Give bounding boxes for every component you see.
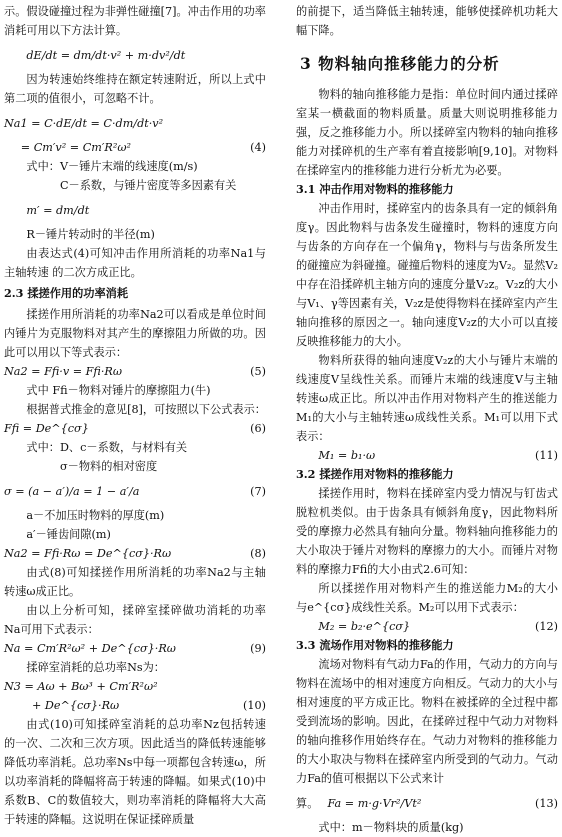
equation-text: Na2 = Ffi·Rω = De^{cσ}·Rω — [4, 547, 172, 560]
section-heading: 3.3 流场作用对物料的推移能力 — [296, 638, 454, 652]
paragraph: a′－锤齿间隙(m) — [26, 528, 111, 541]
equation-number: (9) — [250, 642, 266, 655]
equation-line — [296, 794, 421, 813]
equation-number: (8) — [250, 547, 266, 560]
paragraph: 物料的轴向推移能力是指：单位时间内通过揉碎室某一横截面的物料质量。质量大则说明推移能力强，反之推移能力小。所以揉碎室内物料的轴向推移能力对揉碎机的生产率有着直接影响[9,10]。对物料在揉碎室内的推移能力进行分析尤为必要。 — [296, 88, 558, 177]
paragraph: 物料所获得的轴向速度V₂z的大小与锤片末端的线速度V呈线性关系。而锤片末端的线速度V与主轴转速ω成正比。所以冲击作用对物料产生的推送能力M₁的大小与主轴转速ω成线性关系。M₁可以用下式表示： — [296, 354, 558, 443]
paragraph: 由以上分析可知，揉碎室揉碎做功消耗的功率Na可用下式表示： — [4, 604, 266, 636]
equation-text: dE/dt = dm/dt·v² + m·dv²/dt — [26, 48, 186, 62]
equation-text: M₁ = b₁·ω — [318, 449, 376, 462]
equation-number: (10) — [243, 699, 266, 712]
left-column — [4, 2, 266, 829]
equation-text: N3 = Aω + Bω³ + Cm′R²ω² — [4, 680, 158, 693]
paragraph: 因为转速始终维持在额定转速附近，所以上式中第二项的值很小，可忽略不计。 — [4, 73, 266, 105]
equation-number: (13) — [535, 796, 558, 810]
equation-m — [4, 195, 266, 225]
paragraph: 式中：m－物料块的质量(kg) — [318, 821, 464, 834]
equation-text: Na1 = C·dE/dt = C·dm/dt·v² — [4, 116, 164, 130]
paragraph: 根据普式推金的意见[8]，可按照以下公式表示： — [26, 403, 266, 416]
equation-number: (6) — [250, 422, 266, 435]
equation-number: (7) — [250, 484, 266, 498]
equation-12 — [296, 617, 558, 636]
equation-number: (4) — [250, 141, 266, 154]
equation-6 — [4, 419, 266, 438]
paragraph: a－不加压时物料的厚度(m) — [26, 509, 165, 522]
section-heading: 3.2 揉搓作用对物料的推移能力 — [296, 467, 454, 481]
paragraph: 示。假设碰撞过程为非弹性碰撞[7]。冲击作用的功率消耗可用以下方法计算。 — [4, 5, 266, 37]
equation-text: Na = Cm′R²ω² + De^{cσ}·Rω — [4, 642, 176, 655]
equation-text: + De^{cσ}·Rω — [32, 699, 120, 712]
paragraph: 揉搓作用时，物料在揉碎室内受力情况与钉齿式脱粒机类似。由于齿条具有倾斜角度γ，因此物料所受的摩擦力必然具有轴向分量。物料轴向推移能力的大小取决于锤片对物料的摩擦力的大小。而锤片对物料的摩擦力Ffi的大小由式2.6可知： — [296, 487, 558, 576]
paragraph: 揉搓作用所消耗的功率Na2可以看成是单位时间内锤片为克服物料对其产生的摩擦阻力所做的功。因此可以用以下等式表示： — [4, 308, 266, 359]
equation-9 — [4, 639, 266, 658]
equation-prefix: 算。 — [296, 796, 319, 810]
equation-text: σ = (a − a′)/a = 1 − a′/a — [4, 484, 140, 498]
equation-10b — [4, 696, 266, 715]
equation-text: Ffi = De^{cσ} — [4, 422, 89, 435]
right-column — [296, 2, 558, 837]
paragraph: C－系数，与锤片密度等多因素有关 — [60, 179, 237, 192]
equation-5 — [4, 362, 266, 381]
paragraph: 式中 Ffi－物料对锤片的摩擦阻力(牛) — [26, 384, 211, 397]
equation-text: Fa = m·g·Vr²/Vt² — [327, 796, 422, 810]
equation-text: Na2 = Ffi·v = Ffi·Rω — [4, 365, 122, 378]
paragraph: 式中：D、c－系数，与材料有关 — [26, 441, 188, 454]
equation-number: (5) — [250, 365, 266, 378]
equation-number: (11) — [535, 449, 558, 462]
paragraph: 冲击作用时，揉碎室内的齿条具有一定的倾斜角度γ。因此物料与齿条发生碰撞时，物料的速度方向与齿条的方向存在一个偏角γ，物料与与齿条所发生的碰撞应为斜碰撞。碰撞后物料的速度为V₂。显然V₂中存在沿揉碎机主轴方向的速度分量V₂z。V₂z的大小与V₁、γ等因素有关，V₂z是使得物料在揉碎室内产生轴向推移的原因之一。轴向速度V₂z的大小可以直接反映推移能力的大小。 — [296, 202, 558, 348]
section-heading: 2.3 揉搓作用的功率消耗 — [4, 286, 129, 300]
section-heading: 3.1 冲击作用对物料的推移能力 — [296, 182, 454, 196]
equation-8 — [4, 544, 266, 563]
paragraph: 流场对物料有气动力Fa的作用，气动力的方向与物料在流场中的相对速度方向相反。气动力的大小与相对速度的平方成正比。物料在被揉碎的全过程中都受到流场的影响。因此，在揉碎过程中气动力对物料的轴向推移作用始终存在。气动力对物料的推移能力的大小取决与物料在揉碎室内所受到的气动力。气动力Fa的值可根据以下公式来计 — [296, 658, 558, 785]
equation-text: = Cm′v² = Cm′R²ω² — [20, 141, 131, 154]
equation-13 — [296, 788, 558, 818]
equation-4b — [4, 138, 266, 157]
equation-3 — [4, 40, 266, 70]
chapter-heading: 3 物料轴向推移能力的分析 — [300, 54, 500, 73]
equation-text: m′ = dm/dt — [26, 203, 90, 217]
equation-7 — [4, 476, 266, 506]
equation-4a — [4, 108, 266, 138]
paragraph: σ－物料的相对密度 — [60, 460, 158, 473]
paragraph: 所以揉搓作用对物料产生的推送能力M₂的大小与e^{cσ}成线性关系。M₂可以用下式表示： — [296, 582, 558, 614]
paragraph: 由表达式(4)可知冲击作用所消耗的功率Na1与主轴转速 的二次方成正比。 — [4, 247, 266, 279]
paragraph: 的前提下，适当降低主轴转速，能够使揉碎机功耗大幅下降。 — [296, 5, 558, 37]
equation-11 — [296, 446, 558, 465]
equation-text: M₂ = b₂·e^{cσ} — [318, 620, 411, 633]
paragraph: 式中：V－锤片末端的线速度(m/s) — [26, 160, 198, 173]
equation-number: (12) — [535, 620, 558, 633]
paragraph: 由式(10)可知揉碎室消耗的总功率Nz包括转速的一次、二次和三次方项。因此适当的降低转速能够降低功率消耗。总功率Ns中每一项都包含转速ω，所以功率消耗的降幅将高于转速的降幅。如果式(10)中系数B、C的数值较大，则功率消耗的降幅将大大高于转速的降幅。这说明在保证揉碎质量 — [4, 718, 266, 826]
equation-10a — [4, 677, 266, 696]
paragraph: 由式(8)可知揉搓作用所消耗的功率Na2与主轴转速ω成正比。 — [4, 566, 266, 598]
paragraph: 揉碎室消耗的总功率Ns为： — [26, 661, 165, 674]
paragraph: R－锤片转动时的半径(m) — [26, 228, 155, 241]
